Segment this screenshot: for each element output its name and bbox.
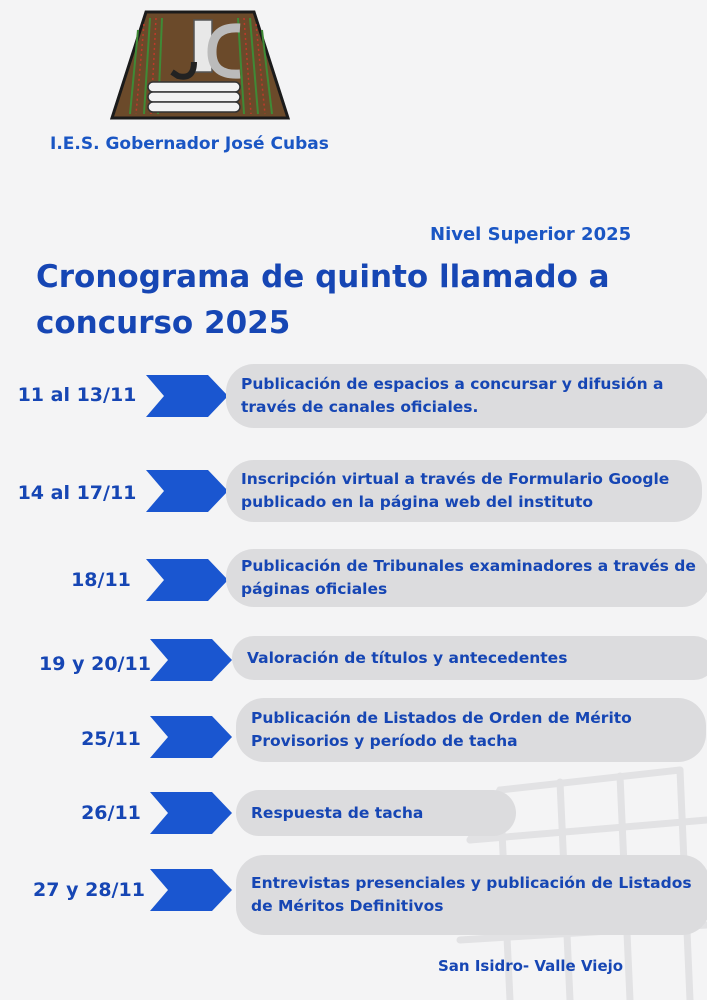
- chevron-arrow-icon: [146, 375, 230, 417]
- schedule-description: [236, 790, 516, 836]
- schedule-text: Publicación de espacios a concursar y difusión a través de canales oficiales.: [241, 375, 664, 416]
- chevron-arrow-icon: [150, 716, 234, 758]
- schedule-date: 25/11: [81, 728, 141, 750]
- schedule-description: [236, 855, 707, 935]
- school-name: I.E.S. Gobernador José Cubas: [50, 134, 329, 154]
- schedule-date: 14 al 17/11: [17, 482, 137, 504]
- schedule-text: Publicación de Tribunales examinadores a través de páginas oficiales: [241, 557, 696, 598]
- chevron-arrow-icon: [150, 792, 234, 834]
- schedule-text: Valoración de títulos y antecedentes: [247, 648, 568, 667]
- schedule-text: Inscripción virtual a través de Formulario Google publicado en la página web del instituto: [241, 470, 670, 511]
- footer-location: San Isidro- Valle Viejo: [438, 957, 624, 975]
- schedule-description: [232, 636, 707, 680]
- schedule-description: [226, 364, 707, 428]
- schedule-description: [226, 549, 707, 607]
- level-label: Nivel Superior 2025: [430, 224, 632, 245]
- schedule-date: 27 y 28/11: [33, 879, 145, 901]
- page-title: Cronograma de quinto llamado a concurso 2025: [36, 259, 610, 341]
- chevron-arrow-icon: [146, 470, 230, 512]
- schedule-description: [236, 698, 706, 762]
- schedule-text: Publicación de Listados de Orden de Mérito Provisorios y período de tacha: [251, 709, 632, 750]
- schedule-description: [226, 460, 702, 522]
- schedule-date: 26/11: [81, 802, 141, 824]
- schedule-date: 11 al 13/11: [17, 384, 137, 406]
- schedule-text: Entrevistas presenciales y publicación de Listados de Méritos Definitivos: [251, 874, 692, 915]
- schedule-text: Respuesta de tacha: [251, 803, 424, 822]
- schedule-date: 18/11: [71, 569, 131, 591]
- chevron-arrow-icon: [150, 639, 234, 681]
- chevron-arrow-icon: [150, 869, 234, 911]
- schedule-date: 19 y 20/11: [39, 653, 151, 675]
- chevron-arrow-icon: [146, 559, 230, 601]
- institution-logo: [108, 10, 292, 122]
